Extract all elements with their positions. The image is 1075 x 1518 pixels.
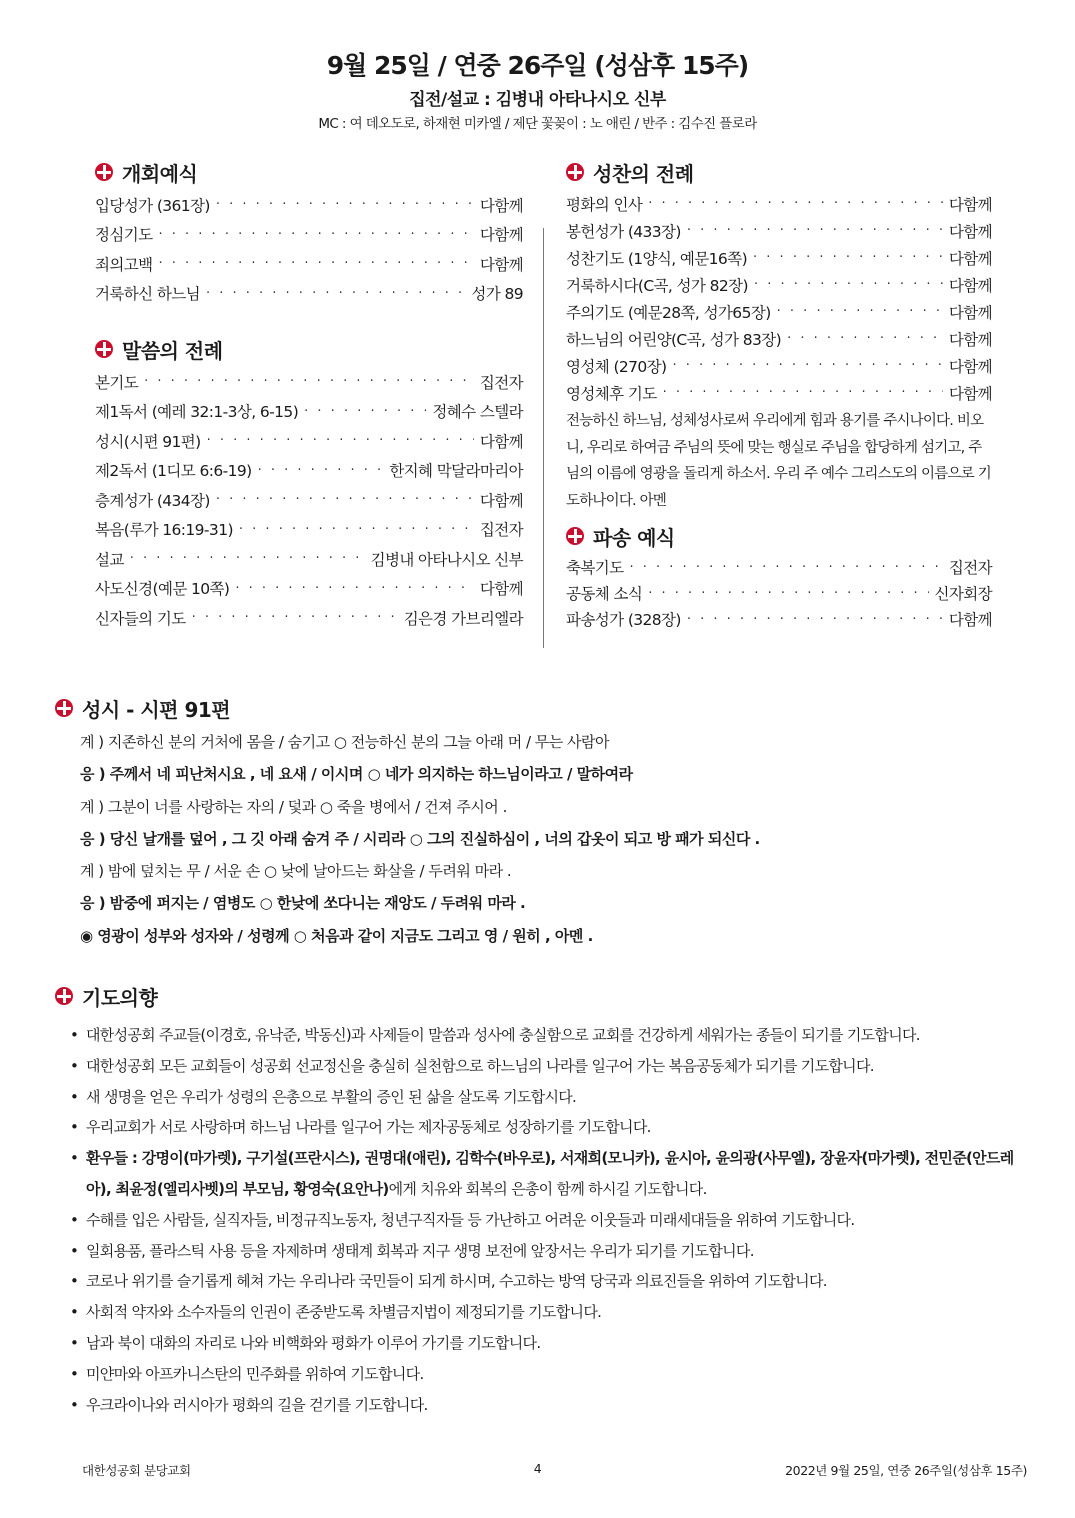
psalm-verse: 계 ) 그분이 너를 사랑하는 자의 / 덫과 ○ 죽을 병에서 / 건져 주시어 . [80, 797, 507, 816]
order-row [95, 426, 523, 456]
order-label: 주의기도 (예문28쪽, 성가65장) [566, 303, 771, 322]
section-heading-text: 말씀의 전례 [122, 338, 223, 363]
leader-dots [787, 331, 943, 346]
intention-item-sick [55, 1143, 1035, 1205]
order-row [95, 544, 523, 574]
section-heading-text: 기도의향 [82, 985, 158, 1010]
liturgy-left-column [95, 154, 523, 633]
order-value: 다함께 [948, 195, 992, 214]
leader-dots [159, 256, 474, 271]
order-row [95, 603, 523, 633]
section-heading-opening [95, 154, 523, 190]
order-row [95, 397, 523, 427]
order-label: 거룩하신 하느님 [95, 285, 200, 304]
order-value: 다함께 [479, 255, 523, 274]
order-value: 다함께 [479, 491, 523, 510]
order-row [566, 325, 992, 352]
order-row [566, 271, 992, 298]
order-row [566, 606, 992, 632]
order-label: 복음(루가 16:19-31) [95, 521, 233, 540]
order-label: 제1독서 (예레 32:1-3상, 6-15) [95, 403, 299, 422]
order-label: 영성체 (270장) [566, 357, 667, 376]
order-label: 정심기도 [95, 226, 153, 245]
order-label: 본기도 [95, 373, 139, 392]
order-row [95, 249, 523, 279]
order-row [95, 190, 523, 220]
section-heading-text: 개회예식 [122, 161, 198, 186]
order-value: 김은경 가브리엘라 [403, 609, 523, 628]
leader-dots [159, 227, 474, 242]
order-value: 다함께 [948, 611, 992, 629]
intention-item: • 코로나 위기를 슬기롭게 헤쳐 가는 우리나라 국민들이 되게 하시며, 수고하는 방역 당국과 의료진들을 위하여 기도합니다. [55, 1266, 1035, 1297]
order-row [95, 574, 523, 604]
order-row [566, 352, 992, 379]
leader-dots [648, 196, 943, 211]
psalm-verse: ◉ 영광이 성부와 성자와 / 성령께 ○ 처음과 같이 지금도 그리고 영 / 원히 , 아멘 . [80, 926, 593, 945]
order-label: 축복기도 [566, 559, 624, 577]
intention-item: • 우리교회가 서로 사랑하며 하느님 나라를 일구어 가는 제자공동체로 성장하기를 기도합니다. [55, 1112, 1035, 1143]
order-label: 성시(시편 91편) [95, 432, 201, 451]
leader-dots [630, 560, 943, 575]
order-row [566, 190, 992, 217]
order-value: 집전자 [948, 559, 992, 577]
order-label: 신자들의 기도 [95, 609, 186, 628]
psalm-verse: 계 ) 지존하신 분의 거처에 몸을 / 숨기고 ○ 전능하신 분의 그늘 아래 머 / 무는 사람아 [80, 733, 610, 751]
leader-dots [235, 581, 474, 596]
leader-dots [754, 277, 943, 292]
red-cross-icon [566, 527, 584, 545]
leader-dots [753, 250, 943, 265]
column-divider [543, 228, 544, 648]
order-value: 다함께 [479, 580, 523, 599]
order-value: 다함께 [948, 357, 992, 376]
leader-dots [258, 463, 384, 478]
leader-dots [777, 304, 943, 319]
order-value: 다함께 [948, 222, 992, 241]
intentions-list [55, 1020, 1035, 1420]
footer-date: 2022년 9월 25일, 연중 26주일(성삼후 15주) [785, 1463, 1027, 1478]
order-value: 신자회장 [934, 585, 992, 603]
leader-dots [239, 522, 474, 537]
red-cross-icon [55, 699, 73, 717]
red-cross-icon [95, 163, 113, 181]
order-label: 봉헌성가 (433장) [566, 222, 681, 241]
order-value: 다함께 [948, 249, 992, 268]
order-row [95, 220, 523, 250]
order-label: 공동체 소식 [566, 585, 643, 603]
order-row [95, 485, 523, 515]
order-value: 다함께 [479, 432, 523, 451]
red-cross-icon [95, 340, 113, 358]
sick-names: 강명이(마가렛), 구기설(프란시스), 권명대(애린), 김학수(바우로), 서재희(모니카), 윤시아, 윤의광(사무엘), 장윤자(마가렛), 전민준(안드레아), 최윤정(엘리사벳)의 부모님, 황영숙(요안나) [86, 1149, 1014, 1198]
leader-dots [144, 374, 474, 389]
intentions-section [55, 978, 1035, 1420]
order-label: 성찬기도 (1양식, 예문16쪽) [566, 249, 748, 268]
order-label: 평화의 인사 [566, 195, 643, 214]
order-row [566, 379, 992, 406]
order-value: 성가 89 [471, 285, 523, 304]
leader-dots [130, 551, 365, 566]
leader-dots [304, 404, 426, 419]
order-label: 하느님의 어린양(C곡, 성가 83장) [566, 330, 782, 349]
psalm-verse: 응 ) 주께서 네 피난처시요 , 네 요새 / 이시며 ○ 네가 의지하는 하느님이라고 / 말하여라 [80, 765, 633, 784]
post-communion-prayer: 전능하신 하느님, 성체성사로써 우리에게 힘과 용기를 주시나이다. 비오니, 우리로 하여금 주님의 뜻에 맞는 행실로 주님을 합당하게 섬기고, 주님의 이름에 영광을 돌리게 하소서. 우리 주 예수 그리스도의 이름으로 기도하나이다. 아멘 [566, 413, 991, 509]
intention-item: • 사회적 약자와 소수자들의 인권이 존중받도록 차별금지법이 제정되기를 기도합니다. [55, 1297, 1035, 1328]
psalm-verse: 계 ) 밤에 덮치는 무 / 서운 손 ○ 낮에 날아드는 화살을 / 두려워 마라 . [80, 862, 512, 881]
psalm-section [55, 690, 1035, 952]
intention-item: • 일회용품, 플라스틱 사용 등을 자제하며 생태계 회복과 지구 생명 보전에 앞장서는 우리가 되기를 기도합니다. [55, 1236, 1035, 1267]
order-value: 다함께 [948, 303, 992, 322]
footer-page-number: 4 [533, 1461, 542, 1476]
celebrant-line: 집전/설교 : 김병내 아타나시오 신부 [409, 90, 666, 110]
order-label: 사도신경(예문 10쪽) [95, 580, 230, 599]
intention-item: • 새 생명을 얻은 우리가 성령의 은총으로 부활의 증인 된 삶을 살도록 기도합시다. [55, 1082, 1035, 1113]
order-label: 죄의고백 [95, 255, 153, 274]
order-label: 거룩하시다(C곡, 성가 82장) [566, 276, 748, 295]
section-heading-word [95, 331, 523, 367]
intention-item: • 우크라이나와 러시아가 평화의 길을 걷기를 기도합니다. [55, 1390, 1035, 1421]
order-row [566, 554, 992, 580]
order-label: 층계성가 (434장) [95, 491, 210, 510]
order-value: 다함께 [948, 276, 992, 295]
red-cross-icon [55, 987, 73, 1005]
intention-item: • 미얀마와 아프카니스탄의 민주화를 위하여 기도합니다. [55, 1359, 1035, 1390]
order-row [95, 367, 523, 397]
footer-church-name: 대한성공회 분당교회 [82, 1463, 191, 1478]
order-label: 입당성가 (361장) [95, 196, 210, 215]
psalm-verse: 응 ) 밤중에 퍼지는 / 염병도 ○ 한낮에 쏘다니는 재앙도 / 두려워 마라 . [80, 894, 526, 913]
order-row [566, 244, 992, 271]
section-heading-psalm [55, 690, 1035, 726]
intention-item: • 남과 북이 대화의 자리로 나와 비핵화와 평화가 이루어 가기를 기도합니다. [55, 1328, 1035, 1359]
leader-dots [192, 610, 398, 625]
order-label: 설교 [95, 550, 124, 569]
leader-dots [687, 612, 943, 627]
leader-dots [673, 358, 943, 373]
order-label: 영성체후 기도 [566, 384, 657, 403]
order-row [95, 456, 523, 486]
order-value: 다함께 [479, 196, 523, 215]
order-row [95, 279, 523, 309]
section-heading-intentions [55, 978, 1035, 1014]
leader-dots [687, 223, 943, 238]
leader-dots [648, 586, 928, 601]
order-value: 한지혜 막달라마리아 [389, 462, 523, 481]
section-heading-text: 성찬의 전례 [593, 161, 694, 186]
order-value: 다함께 [479, 226, 523, 245]
intention-item: • 대한성공회 모든 교회들이 성공회 선교정신을 충실히 실천함으로 하느님의 나라를 일구어 가는 복음공동체가 되기를 기도합니다. [55, 1051, 1035, 1082]
leader-dots [663, 385, 943, 400]
leader-dots [207, 433, 474, 448]
leader-dots [216, 492, 474, 507]
psalm-verse: 응 ) 당신 날개를 덮어 , 그 깃 아래 숨겨 주 / 시리라 ○ 그의 진실하심이 , 너의 갑옷이 되고 방 패가 되신다 . [80, 829, 760, 848]
order-label: 제2독서 (1디모 6:6-19) [95, 462, 252, 481]
section-heading-dismissal [566, 518, 992, 554]
section-heading-text: 파송 예식 [593, 525, 675, 550]
intention-item: • 대한성공회 주교들(이경호, 유낙준, 박동신)과 사제들이 말씀과 성사에 충실함으로 교회를 건강하게 세워가는 종들이 되기를 기도합니다. [55, 1020, 1035, 1051]
sick-suffix: 에게 치유와 회복의 은총이 함께 하시길 기도합니다. [388, 1179, 707, 1198]
order-value: 집전자 [479, 521, 523, 540]
leader-dots [216, 197, 474, 212]
order-value: 집전자 [479, 373, 523, 392]
order-row [95, 515, 523, 545]
order-label: 파송성가 (328장) [566, 611, 681, 629]
sick-prefix: 환우들 : [86, 1149, 142, 1168]
section-heading-text: 성시 - 시편 91편 [82, 697, 231, 722]
order-row [566, 217, 992, 244]
order-value: 정혜수 스텔라 [432, 403, 523, 422]
page-title: 9월 25일 / 연중 26주일 (성삼후 15주) [326, 51, 749, 80]
order-row [566, 580, 992, 606]
order-value: 다함께 [948, 384, 992, 403]
ministers-line: MC : 여 데오도로, 하재현 미카엘 / 제단 꽃꽂이 : 노 애린 / 반주 : 김수진 플로라 [318, 116, 757, 132]
intention-item: • 수해를 입은 사람들, 실직자들, 비정규직노동자, 청년구직자들 등 가난하고 어려운 이웃들과 미래세대들을 위하여 기도합니다. [55, 1205, 1035, 1236]
order-row [566, 298, 992, 325]
order-value: 김병내 아타나시오 신부 [370, 550, 523, 569]
liturgy-right-column [566, 154, 992, 632]
red-cross-icon [566, 163, 584, 181]
order-value: 다함께 [948, 330, 992, 349]
section-heading-eucharist [566, 154, 992, 190]
leader-dots [206, 286, 465, 301]
